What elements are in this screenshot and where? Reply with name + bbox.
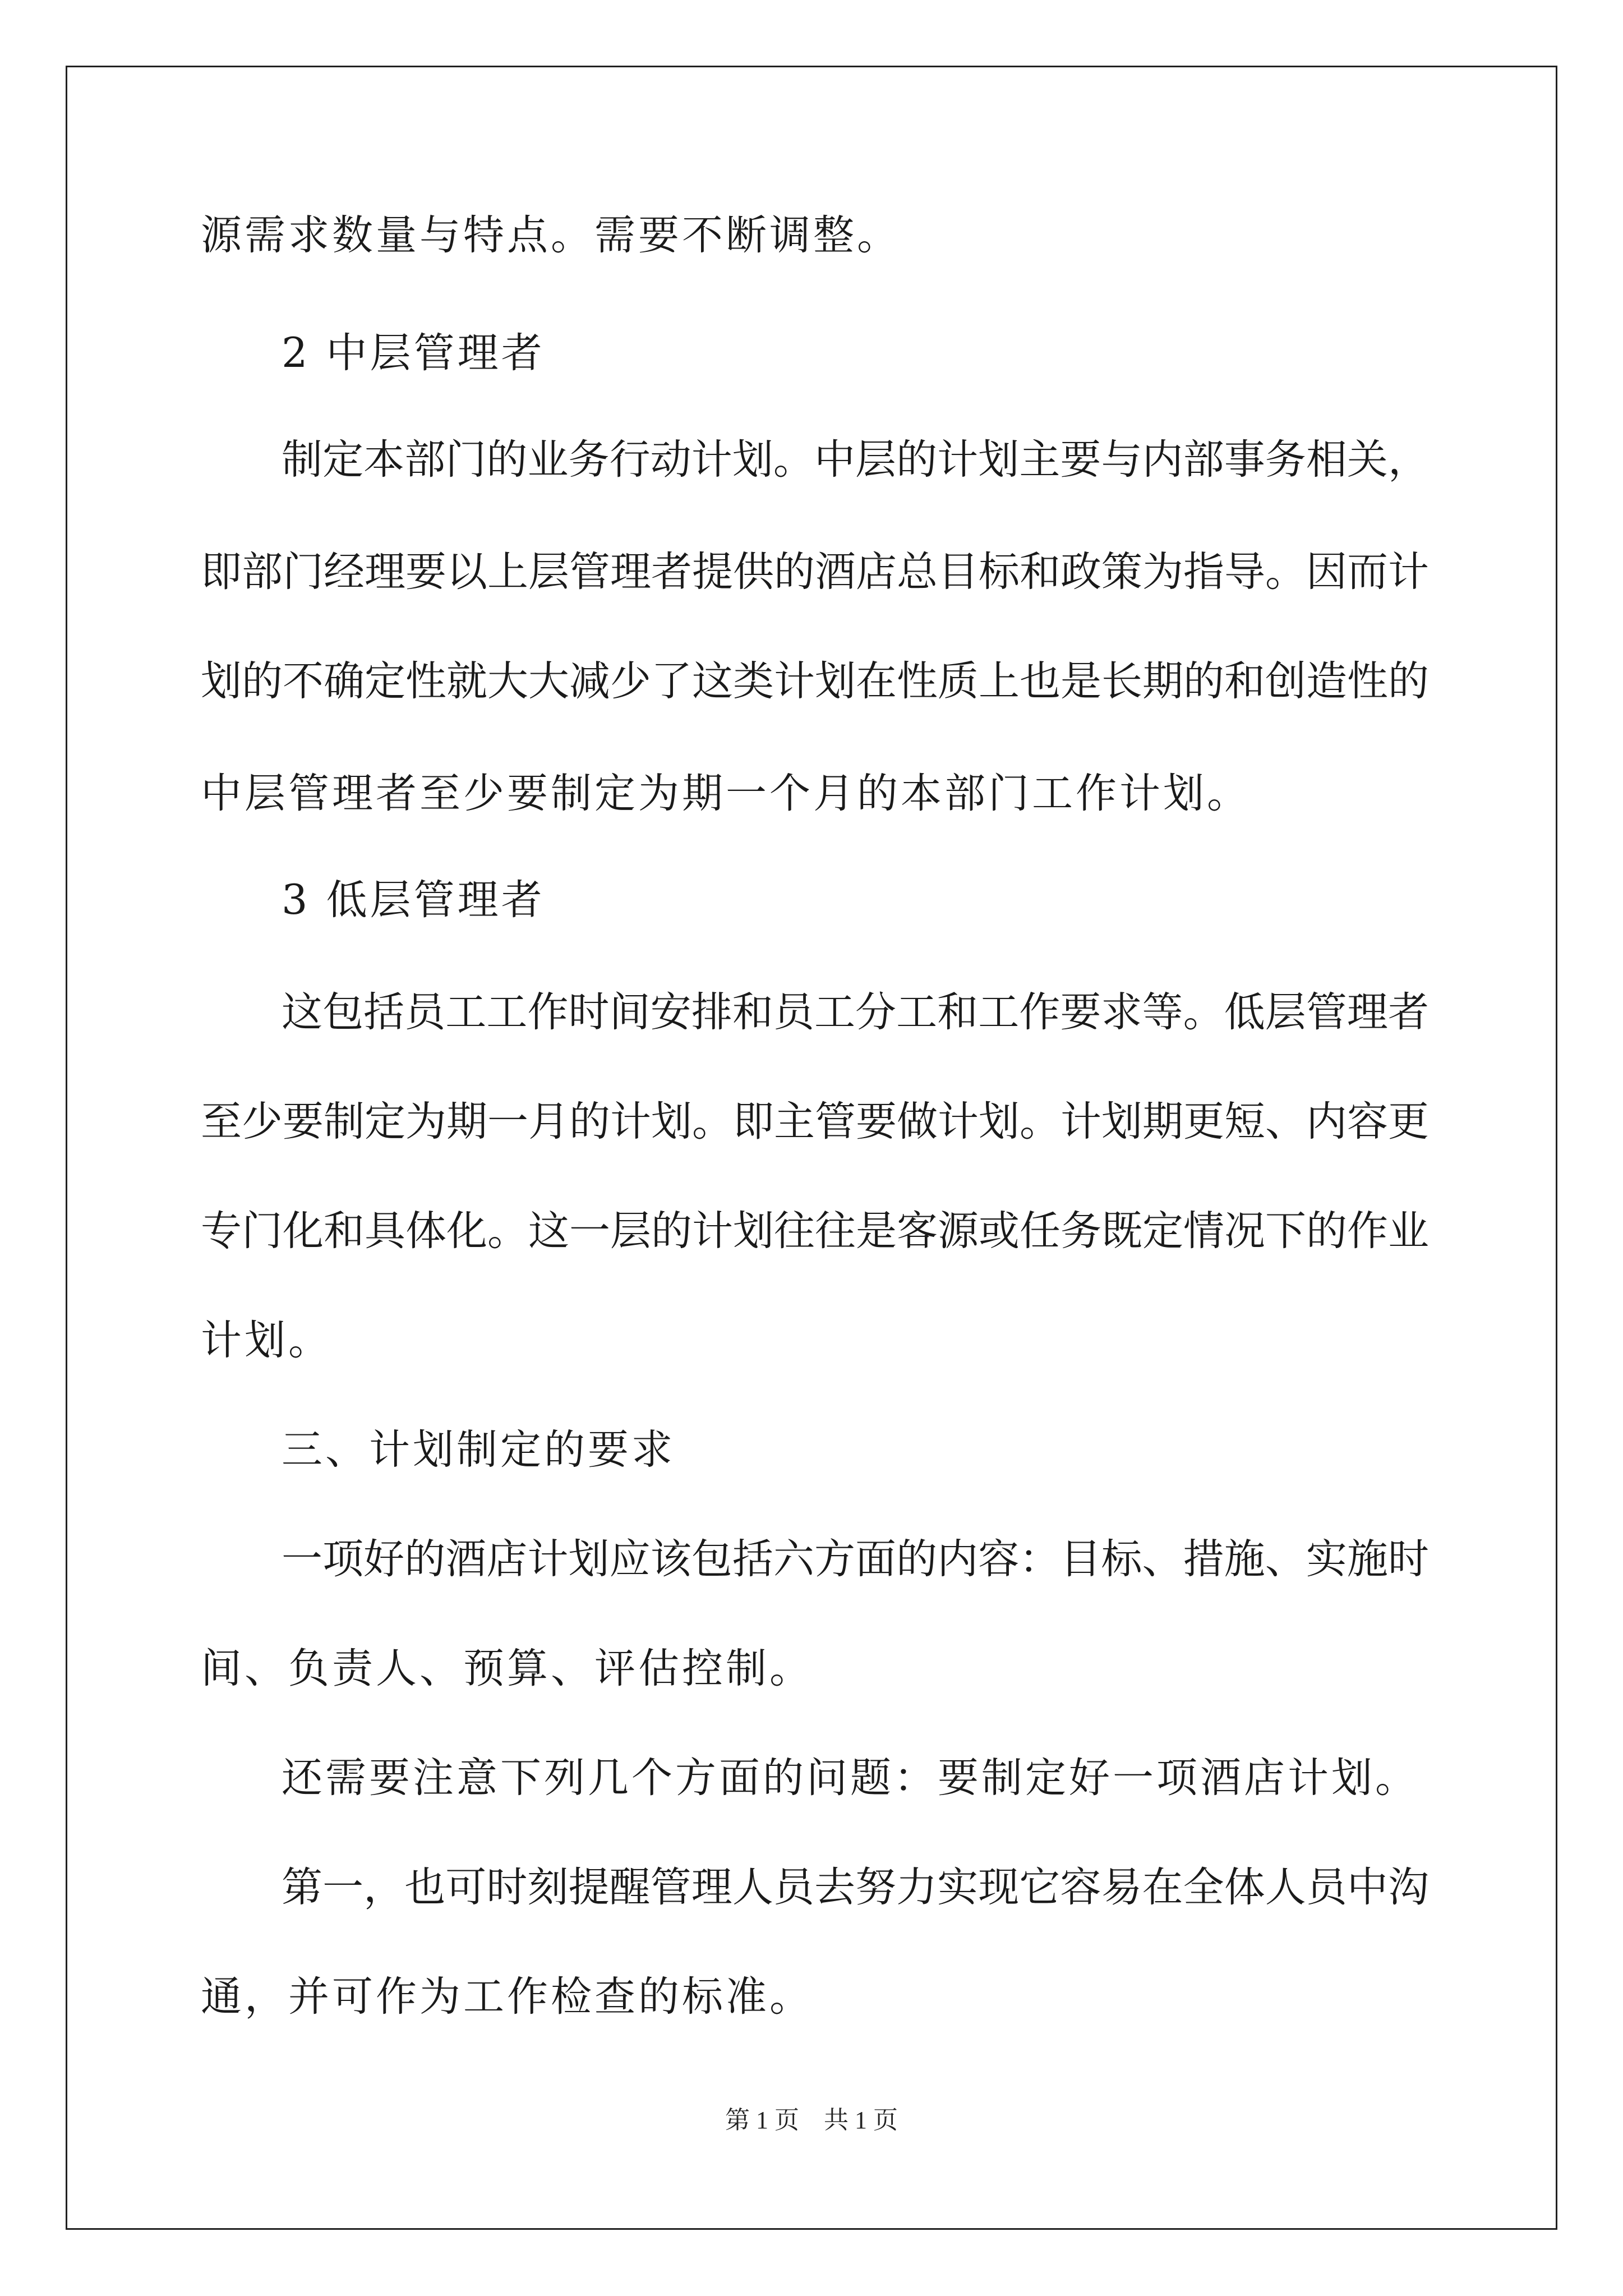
text-line-16: 第一，也可时刻提醒管理人员去努力实现它容易在全体人员中沟	[282, 1864, 1429, 1911]
text-line-6: 中层管理者至少要制定为期一个月的本部门工作计划。	[201, 770, 1251, 817]
text-line-17: 通，并可作为工作检查的标准。	[201, 1973, 813, 2021]
section-heading-middle-managers: 2 中层管理者	[282, 329, 545, 377]
text-line-15: 还需要注意下列几个方面的问题：要制定好一项酒店计划。	[282, 1754, 1419, 1802]
text-line-3: 制定本部门的业务行动计划。中层的计划主要与内部事务相关，	[282, 436, 1429, 484]
text-line-9: 至少要制定为期一月的计划。即主管要做计划。计划期更短、内容更	[201, 1098, 1429, 1145]
text-line-13: 一项好的酒店计划应该包括六方面的内容：目标、措施、实施时	[282, 1535, 1429, 1583]
text-line-10: 专门化和具体化。这一层的计划往往是客源或任务既定情况下的作业	[201, 1207, 1429, 1255]
text-line-8: 这包括员工工作时间安排和员工分工和工作要求等。低层管理者	[282, 988, 1429, 1036]
text-line-14: 间、负责人、预算、评估控制。	[201, 1645, 813, 1692]
text-line-11: 计划。	[201, 1317, 332, 1364]
page-number-footer: 第 1 页 共 1 页	[725, 2106, 898, 2134]
section-heading-low-managers: 3 低层管理者	[282, 876, 545, 924]
text-line-4: 即部门经理要以上层管理者提供的酒店总目标和政策为指导。因而计	[201, 548, 1429, 596]
text-line-5: 划的不确定性就大大减少了这类计划在性质上也是长期的和创造性的	[201, 657, 1429, 705]
text-line-1: 源需求数量与特点。需要不断调整。	[201, 211, 901, 259]
section-heading-requirements: 三、计划制定的要求	[282, 1426, 675, 1474]
